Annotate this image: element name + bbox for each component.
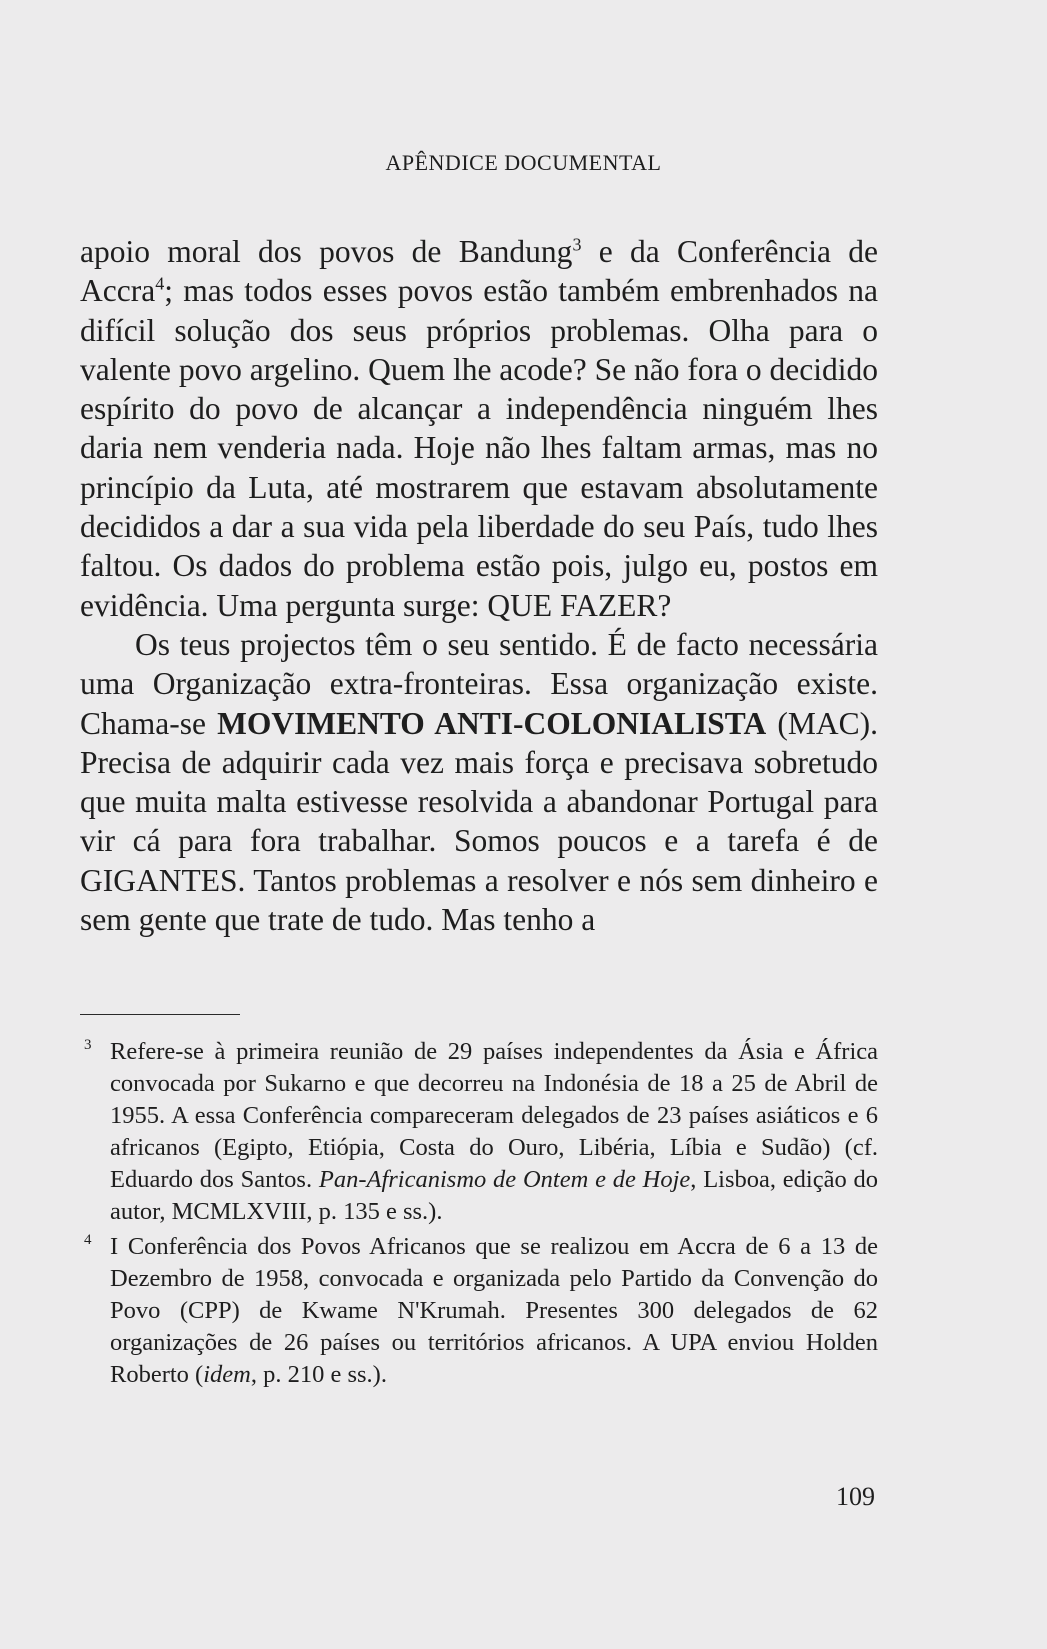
footnote-ref-4: 4 — [155, 273, 165, 294]
footnote-3-book-title: Pan-Africanismo de Ontem e de Hoje — [318, 1165, 691, 1193]
footnote-4-text-a: I Conferência dos Povos Africanos que se realizou em Accra de 6 a 13 de Dezembro de 1958, convocada e organizada pelo Partido da Convenção do Povo (CPP) de Kwame N'Krumah. Presentes 300 delegados de 62 organizações de 26 países ou territórios africanos. A UPA enviou Holden Roberto ( — [110, 1233, 878, 1389]
footnote-4 — [80, 1231, 878, 1391]
footnote-4-text-b: , p. 210 e ss.). — [250, 1361, 387, 1389]
paragraph-1-text-b: e da Conferência de Accra — [80, 234, 878, 309]
movement-name: MOVIMENTO ANTI-COLONIALISTA — [217, 705, 767, 741]
paragraph-2-text-b: (MAC). Precisa de adquirir cada vez mais força e precisava sobretudo que muita malta estivesse resolvida a abandonar Portugal para vir cá para fora trabalhar. Somos poucos e a tarefa é de GIGANTES. Tantos problemas a resolver e nós sem dinheiro e sem gente que trate de tudo. Mas tenho a — [80, 705, 878, 938]
paragraph-1 — [80, 232, 878, 625]
footnote-3 — [80, 1036, 878, 1227]
page-number: 109 — [836, 1482, 875, 1511]
footnote-4-idem: idem — [203, 1361, 251, 1389]
footnote-3-text-b: , Lisboa, edição do autor, MCMLXVIII, p. 135 e ss.). — [110, 1165, 879, 1225]
footnote-divider — [80, 1014, 240, 1015]
paragraph-1-text-c: ; mas todos esses povos estão também embrenhados na difícil solução dos seus próprios problemas. Olha para o valente povo argelino. Quem lhe acode? Se não fora o decidido espírito do povo de alcançar a independência ninguém lhes daria nem venderia nada. Hoje não lhes faltam armas, mas no princípio da Luta, até mostrarem que estavam absolutamente decididos a dar a sua vida pela liberdade do seu País, tudo lhes faltou. Os dados do problema estão pois, julgo eu, postos em evidência. Uma pergunta surge: QUE FAZER? — [80, 273, 879, 623]
running-header: APÊNDICE DOCUMENTAL — [385, 150, 662, 175]
body-text — [80, 232, 878, 939]
footnote-3-text-a: Refere-se à primeira reunião de 29 países independentes da Ásia e África convocada por Sukarno e que decorreu na Indonésia de 18 a 25 de Abril de 1955. A essa Conferência compareceram delegados de 23 países asiáticos e 6 africanos (Egipto, Etiópia, Costa do Ouro, Libéria, Líbia e Sudão) (cf. Eduardo dos Santos. — [110, 1038, 878, 1193]
paragraph-1-text-a: apoio moral dos povos de Bandung — [80, 234, 573, 269]
paragraph-2 — [80, 625, 878, 939]
footnote-3-mark: 3 — [84, 1037, 92, 1053]
footnote-4-mark: 4 — [84, 1232, 92, 1249]
paragraph-2-text-a: Os teus projectos têm o seu sentido. É de facto necessária uma Organização extra-fronteiras. Essa organização existe. Chama-se — [80, 626, 878, 741]
footnote-ref-3: 3 — [572, 234, 582, 255]
footnotes — [80, 1036, 878, 1395]
